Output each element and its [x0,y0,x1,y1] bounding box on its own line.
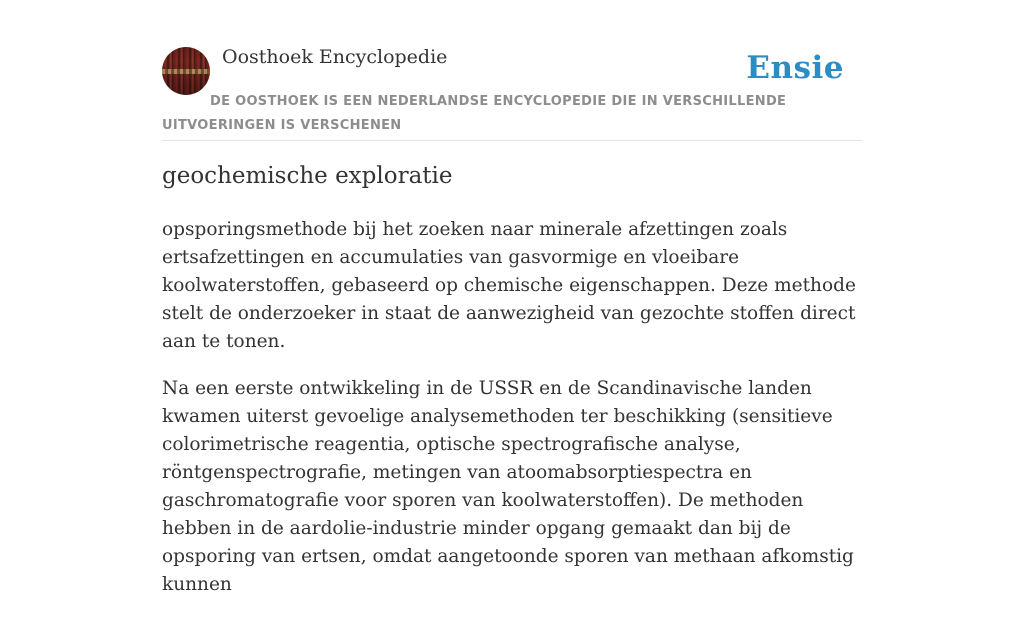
article-title: geochemische exploratie [162,163,453,189]
brand-logo[interactable]: Ensie [746,50,844,86]
site-header [162,0,862,141]
site-tagline: DE OOSTHOEK IS EEN NEDERLANDSE ENCYCLOPEDIE DIE IN VERSCHILLENDE UITVOERINGEN IS VERSCHENEN [162,94,787,133]
site-name[interactable]: Oosthoek Encyclopedie [222,46,448,68]
article-body [162,216,862,618]
article-paragraph: Na een eerste ontwikkeling in de USSR en de Scandinavische landen kwamen uiterst gevoelige analysemethoden ter beschikking (sensitieve colorimetrische reagentia, optische spectrografische analyse, röntgenspectrografie, metingen van atoomabsorptiespectra en gaschromatografie voor sporen van koolwaterstoffen). De methoden hebben in de aardolie-industrie minder opgang gemaakt dan bij de opsporing van ertsen, omdat aangetoonde sporen van methaan afkomstig kunnen [162,378,854,595]
site-avatar[interactable] [162,47,210,95]
page-container [162,0,862,595]
article-paragraph: opsporingsmethode bij het zoeken naar minerale afzettingen zoals ertsafzettingen en accumulaties van gasvormige en vloeibare koolwaterstoffen, gebaseerd op chemische eigenschappen. Deze methode stelt de onderzoeker in staat de aanwezigheid van gezochte stoffen direct aan te tonen. [162,219,856,352]
